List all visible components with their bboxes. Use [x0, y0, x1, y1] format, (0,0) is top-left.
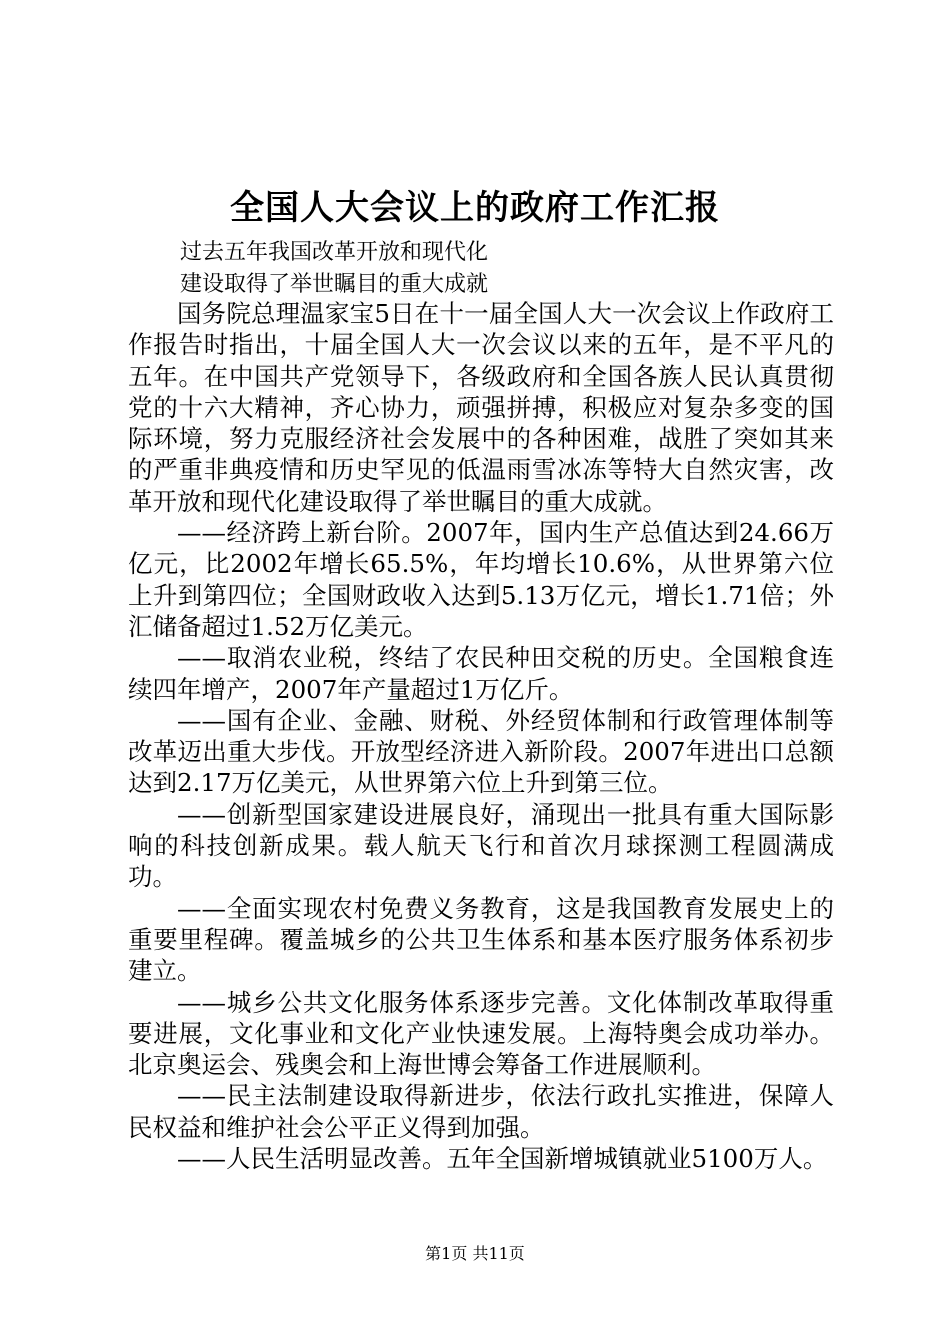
page-footer: 第1页 共11页: [425, 1244, 525, 1263]
paragraph: ——经济跨上新台阶。2007年，国内生产总值达到24.66万亿元，比2002年增长65.5%，年均增长10.6%，从世界第六位上升到第四位；全国财政收入达到5.13万亿元，增长1.71倍；外汇储备超过1.52万亿美元。: [128, 518, 834, 641]
subtitle-line-1: 过去五年我国改革开放和现代化: [180, 240, 489, 265]
paragraph: ——取消农业税，终结了农民种田交税的历史。全国粮食连续四年增产，2007年产量超过1万亿斤。: [128, 643, 834, 704]
paragraph: ——民主法制建设取得新进步，依法行政扎实推进，保障人民权益和维护社会公平正义得到加强。: [128, 1081, 834, 1142]
paragraph: 国务院总理温家宝5日在十一届全国人大一次会议上作政府工作报告时指出，十届全国人大一次会议以来的五年，是不平凡的五年。在中国共产党领导下，各级政府和全国各族人民认真贯彻党的十六大精神，齐心协力，顽强拼搏，积极应对复杂多变的国际环境，努力克服经济社会发展中的各种困难，战胜了突如其来的严重非典疫情和历史罕见的低温雨雪冰冻等特大自然灾害，改革开放和现代化建设取得了举世瞩目的重大成就。: [128, 299, 834, 516]
subtitle-line-2: 建设取得了举世瞩目的重大成就: [180, 272, 489, 297]
paragraph: ——全面实现农村免费义务教育，这是我国教育发展史上的重要里程碑。覆盖城乡的公共卫生体系和基本医疗服务体系初步建立。: [128, 893, 834, 986]
document-title: 全国人大会议上的政府工作汇报: [230, 188, 720, 228]
paragraph: ——城乡公共文化服务体系逐步完善。文化体制改革取得重要进展，文化事业和文化产业快速发展。上海特奥会成功举办。北京奥运会、残奥会和上海世博会筹备工作进展顺利。: [128, 987, 834, 1080]
paragraph: ——创新型国家建设进展良好，涌现出一批具有重大国际影响的科技创新成果。载人航天飞行和首次月球探测工程圆满成功。: [128, 799, 834, 892]
paragraph: ——国有企业、金融、财税、外经贸体制和行政管理体制等改革迈出重大步伐。开放型经济进入新阶段。2007年进出口总额达到2.17万亿美元，从世界第六位上升到第三位。: [128, 705, 834, 798]
document-body: [128, 298, 834, 1174]
paragraph: ——人民生活明显改善。五年全国新增城镇就业5100万人。: [177, 1144, 828, 1174]
